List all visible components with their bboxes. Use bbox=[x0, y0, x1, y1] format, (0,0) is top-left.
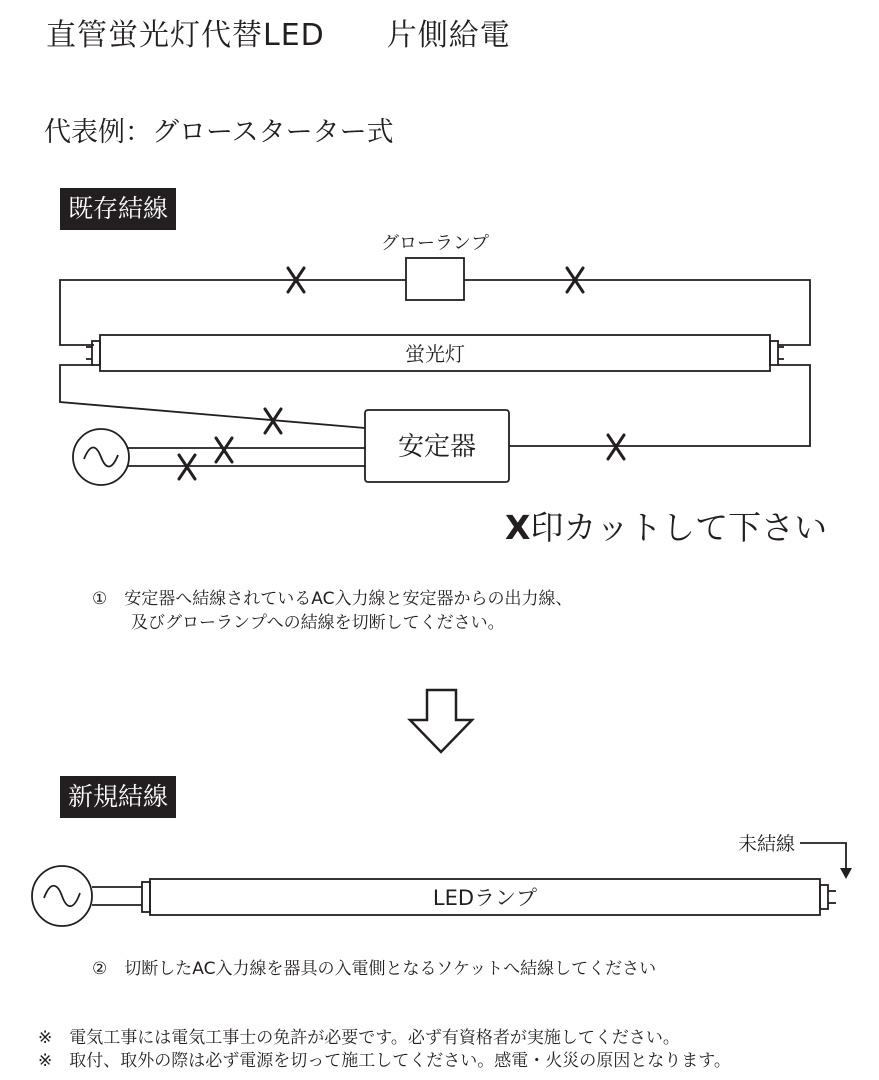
instruction-1-text: 安定器へ結線されているAC入力線と安定器からの出力線、 bbox=[124, 589, 573, 609]
instruction-2-number: ② bbox=[92, 959, 108, 979]
led-left-cap bbox=[142, 882, 150, 912]
page-title: 直管蛍光灯代替LED 片側給電 bbox=[46, 18, 511, 53]
fluorescent-label: 蛍光灯 bbox=[405, 342, 465, 366]
instruction-1-number: ① bbox=[92, 589, 108, 609]
instruction-2-text: 切断したAC入力線を器具の入電側となるソケットへ結線してください bbox=[124, 959, 657, 979]
ballast-output-wire bbox=[509, 365, 810, 446]
warning-power-off: ※ 取付、取外の際は必ず電源を切って施工してください。感電・火災の原因となります。 bbox=[38, 1051, 731, 1071]
warning-license: ※ 電気工事には電気工事士の免許が必要です。必ず有資格者が実施してください。 bbox=[38, 1028, 680, 1048]
unconnected-pointer bbox=[800, 843, 846, 870]
tube-right-cap bbox=[770, 341, 778, 365]
instruction-2 bbox=[92, 958, 656, 980]
cut-mark-legend: X bbox=[505, 508, 531, 547]
unconnected-arrowhead bbox=[840, 868, 852, 879]
led-right-cap bbox=[820, 885, 828, 909]
new-wiring-label: 新規結線 bbox=[60, 776, 176, 818]
unconnected-label: 未結線 bbox=[737, 833, 795, 855]
cut-mark-ac-1 bbox=[216, 438, 232, 462]
cut-instruction-text: 印カットして下さい bbox=[530, 508, 828, 547]
led-lamp-label: LEDランプ bbox=[432, 886, 538, 910]
glow-lamp-box bbox=[406, 258, 464, 300]
instruction-1-line-2: 及びグローランプへの結線を切断してください。 bbox=[131, 613, 505, 633]
subtitle: 代表例：グロースターター式 bbox=[44, 117, 394, 148]
instruction-1-line-1 bbox=[92, 588, 572, 610]
ballast-label: 安定器 bbox=[397, 432, 477, 462]
tube-to-ballast-wire bbox=[60, 365, 365, 428]
cut-mark-ac-2 bbox=[179, 455, 195, 479]
existing-wiring-label: 既存結線 bbox=[60, 188, 176, 230]
glow-lamp-label: グローランプ bbox=[381, 233, 489, 254]
cut-mark-ballast-out bbox=[608, 435, 624, 459]
cut-instruction bbox=[505, 502, 827, 549]
down-arrow-icon bbox=[410, 690, 472, 752]
